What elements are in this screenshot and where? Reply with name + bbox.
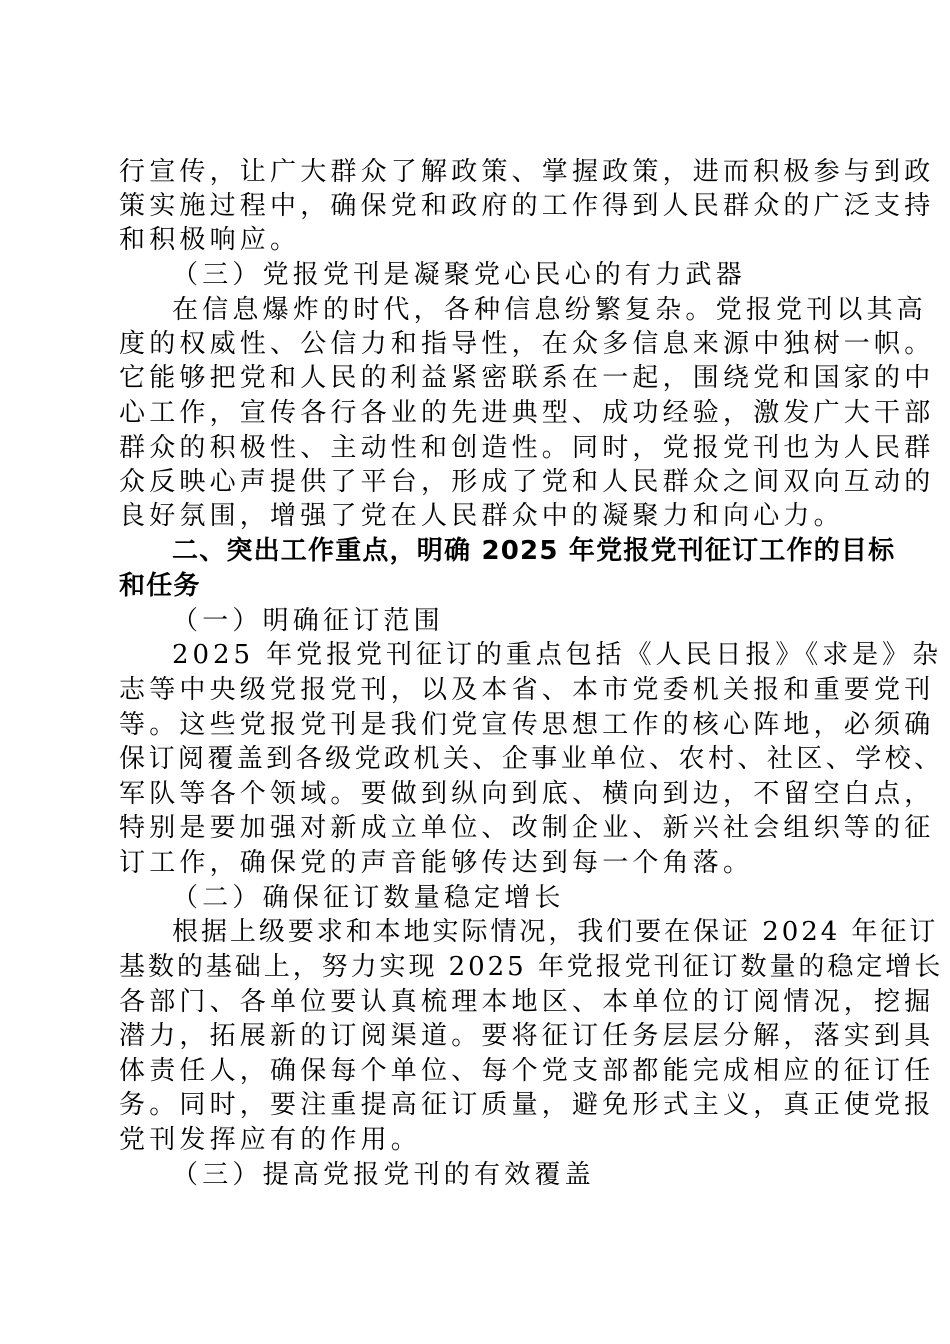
body-text-line: 基数的基础上，努力实现 2025 年党报党刊征订数量的稳定增长 — [119, 952, 944, 982]
section-subheading: （一）明确征订范围 — [172, 606, 444, 636]
body-text-line: 在信息爆炸的时代，各种信息纷繁复杂。党报党刊以其高 — [172, 295, 928, 325]
body-text-line: 根据上级要求和本地实际情况，我们要在保证 2024 年征订 — [172, 917, 939, 947]
body-text-line: 军队等各个领域。要做到纵向到底、横向到边，不留空白点， — [119, 779, 935, 809]
section-subheading: （三）党报党刊是凝聚党心民心的有力武器 — [172, 260, 746, 290]
body-text-line: 党刊发挥应有的作用。 — [119, 1125, 422, 1155]
body-text-line: 良好氛围，增强了党在人民群众中的凝聚力和向心力。 — [119, 501, 844, 531]
section-heading-continued: 和任务 — [119, 571, 201, 601]
body-text-line: 心工作，宣传各行各业的先进典型、成功经验，激发广大干部 — [119, 398, 935, 428]
body-text-line: 各部门、各单位要认真梳理本地区、本单位的订阅情况，挖掘 — [119, 987, 935, 1017]
body-text-line: 度的权威性、公信力和指导性，在众多信息来源中独树一帜。 — [119, 329, 935, 359]
body-text-line: 众反映心声提供了平台，形成了党和人民群众之间双向互动的 — [119, 467, 935, 497]
body-text-line: 等。这些党报党刊是我们党宣传思想工作的核心阵地，必须确 — [119, 710, 935, 740]
section-subheading: （三）提高党报党刊的有效覆盖 — [172, 1160, 595, 1190]
body-text-line: 群众的积极性、主动性和创造性。同时，党报党刊也为人民群 — [119, 433, 935, 463]
body-text-line: 特别是要加强对新成立单位、改制企业、新兴社会组织等的征 — [119, 813, 935, 843]
body-text-line: 订工作，确保党的声音能够传达到每一个角落。 — [119, 848, 754, 878]
section-heading: 二、突出工作重点，明确 2025 年党报党刊征订工作的目标 — [172, 536, 896, 566]
body-text-line: 体责任人，确保每个单位、每个党支部都能完成相应的征订任 — [119, 1056, 935, 1086]
body-text-line: 务。同时，要注重提高征订质量，避免形式主义，真正使党报 — [119, 1090, 935, 1120]
body-text-line: 行宣传，让广大群众了解政策、掌握政策，进而积极参与到政 — [119, 157, 935, 187]
body-text-line: 策实施过程中，确保党和政府的工作得到人民群众的广泛支持 — [119, 191, 935, 221]
body-text-line: 和积极响应。 — [119, 225, 301, 255]
body-text-line: 潜力，拓展新的订阅渠道。要将征订任务层层分解，落实到具 — [119, 1021, 935, 1051]
section-subheading: （二）确保征订数量稳定增长 — [172, 883, 565, 913]
body-text-line: 保订阅覆盖到各级党政机关、企事业单位、农村、社区、学校、 — [119, 744, 944, 774]
body-text-line: 志等中央级党报党刊，以及本省、本市党委机关报和重要党刊 — [119, 675, 935, 705]
body-text-line: 它能够把党和人民的利益紧密联系在一起，围绕党和国家的中 — [119, 363, 935, 393]
body-text-line: 2025 年党报党刊征订的重点包括《人民日报》《求是》杂 — [172, 640, 943, 670]
